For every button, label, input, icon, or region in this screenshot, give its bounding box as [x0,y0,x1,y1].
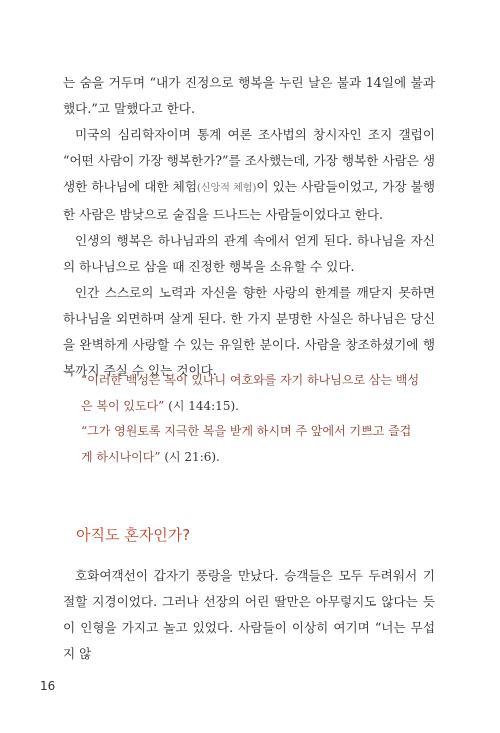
scripture-quotes [81,368,421,470]
paragraph-1: 는 숨을 거두며 “내가 진정으로 행복을 누린 날은 불과 14일에 불과했다.”고 말했다고 한다. [63,75,435,116]
quote-2-text: “그가 영원토록 지극한 복을 받게 하시며 주 앞에서 기쁘고 즐겁게 하시나이다” [81,424,412,464]
scripture-quote-2 [81,419,421,470]
paragraph-2 [63,122,435,228]
paragraph-4: 인간 스스로의 노력과 자신을 향한 사랑의 한계를 깨닫지 못하면 하나님을 외면하며 살게 된다. 한 가지 분명한 사실은 하나님은 당신을 완벽하게 사랑할 수 있는 유일한 분이다. 사람을 창조하셨기에 행복까지 주실 수 있는 것이다. [63,285,435,378]
quote-2-reference: (시 21:6). [160,449,220,464]
body-text [63,70,435,384]
section-2-text [63,563,435,667]
page-number: 16 [40,679,56,693]
section-heading: 아직도 혼자인가? [76,526,191,544]
paragraph-3: 인생의 행복은 하나님과의 관계 속에서 얻게 된다. 하나님을 자신의 하나님으로 삼을 때 진정한 행복을 소유할 수 있다. [63,233,435,274]
paragraph-2-note: (신앙적 체험) [197,183,257,194]
section-2-paragraph: 호화여객선이 갑자기 풍랑을 만났다. 승객들은 모두 두려워서 기절할 지경이었다. 그러나 선장의 어린 딸만은 아무렇지도 않다는 듯이 인형을 가지고 놀고 있었다. 사람들이 이상히 여기며 “너는 무섭지 않 [63,568,435,661]
paragraph-2-text-cont: 이 있는 사람들이었고, 가장 불행한 사람은 밤낮으로 술집을 드나드는 사람들이었다고 한다. [63,179,435,222]
quote-1-reference: (시 144:15). [164,398,239,413]
paragraph-2-text: 미국의 심리학자이며 통계 여론 조사법의 창시자인 조지 갤럽이 “어떤 사람이 가장 행복한가?”를 조사했는데, 가장 행복한 사람은 생생한 하나님에 대한 체험 [63,127,435,194]
quote-1-text: “이러한 백성은 복이 있나니 여호와를 자기 하나님으로 삼는 백성은 복이 있도다” [81,373,420,413]
scripture-quote-1 [81,368,421,419]
